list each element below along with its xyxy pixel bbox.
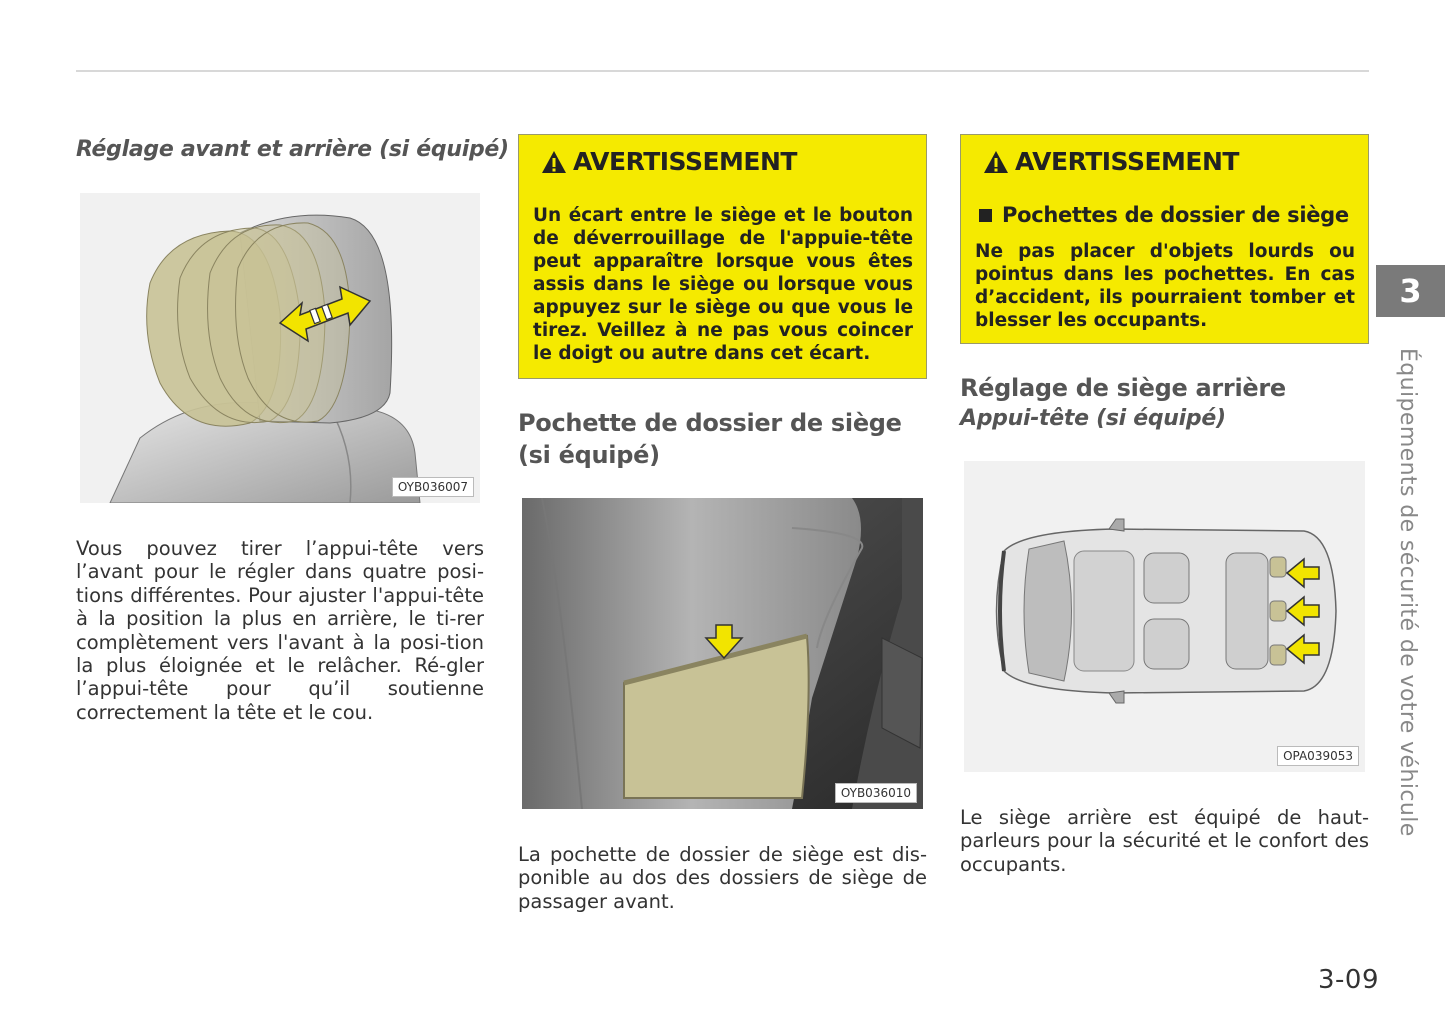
warning-title-text: AVERTISSEMENT — [573, 147, 797, 176]
figure-code: OYB036010 — [835, 783, 917, 803]
square-bullet-icon — [979, 209, 992, 222]
warning-body: Un écart entre le siège et le bouton de déverrouillage de l'appuie-tête peut apparaître lorsque vous êtes assis dans le siège ou lorsque vous appuyez sur le siège ou que vous le tirez. Veillez à ne pas vous coincer le doigt ou autre dans cet écart. — [533, 205, 913, 364]
warning-triangle-icon — [983, 150, 1009, 174]
rear-seat-text: Le siège arrière est équipé de haut-parleurs pour la sécurité et le confort des occupants. — [960, 806, 1369, 876]
chapter-tab[interactable]: 3 — [1376, 265, 1445, 317]
warning-body: Ne pas placer d'objets lourds ou pointus dans les pochettes. En cas d’accident, ils pourraient tomber et blesser les occupants. — [975, 241, 1355, 331]
warning-box-gap — [518, 134, 927, 379]
warning-title-text: AVERTISSEMENT — [1015, 147, 1239, 176]
seatback-pocket-heading: Pochette de dossier de siège (si équipé) — [518, 409, 902, 469]
seatback-pocket-text: La pochette de dossier de siège est dis-ponible au dos des dossiers de siège de passager avant. — [518, 843, 927, 913]
figure-code: OYB036007 — [392, 477, 474, 497]
rear-seat-figure — [964, 461, 1365, 772]
seatback-pocket-figure — [522, 498, 923, 809]
figure-code: OPA039053 — [1277, 746, 1359, 766]
warning-triangle-icon — [541, 150, 567, 174]
chapter-title-vertical: Équipements de sécurité de votre véhicule — [1395, 348, 1420, 837]
warning-box-pockets — [960, 134, 1369, 344]
rear-seat-heading: Réglage de siège arrière — [960, 374, 1286, 402]
page-number: 3-09 — [1318, 965, 1380, 995]
headrest-figure — [80, 193, 480, 503]
headrest-adjust-text: Vous pouvez tirer l’appui-tête vers l’avant pour le régler dans quatre posi-tions différentes. Pour ajuster l'appui-tête à la position la plus en arrière, le ti-rer complètement vers l'avant à la posi-tion la plus éloignée et le relâcher. Ré-gler l’appui-tête pour qu’il soutienne correctement la tête et le cou. — [76, 537, 484, 724]
top-rule — [76, 70, 1369, 72]
headrest-adjust-heading: Réglage avant et arrière (si équipé) — [76, 137, 509, 162]
warning-title — [541, 147, 797, 176]
warning-title — [983, 147, 1239, 176]
warning-subtitle-text: Pochettes de dossier de siège — [1002, 203, 1349, 227]
warning-subtitle — [979, 203, 1349, 227]
rear-headrest-subheading: Appui-tête (si équipé) — [960, 406, 1226, 431]
